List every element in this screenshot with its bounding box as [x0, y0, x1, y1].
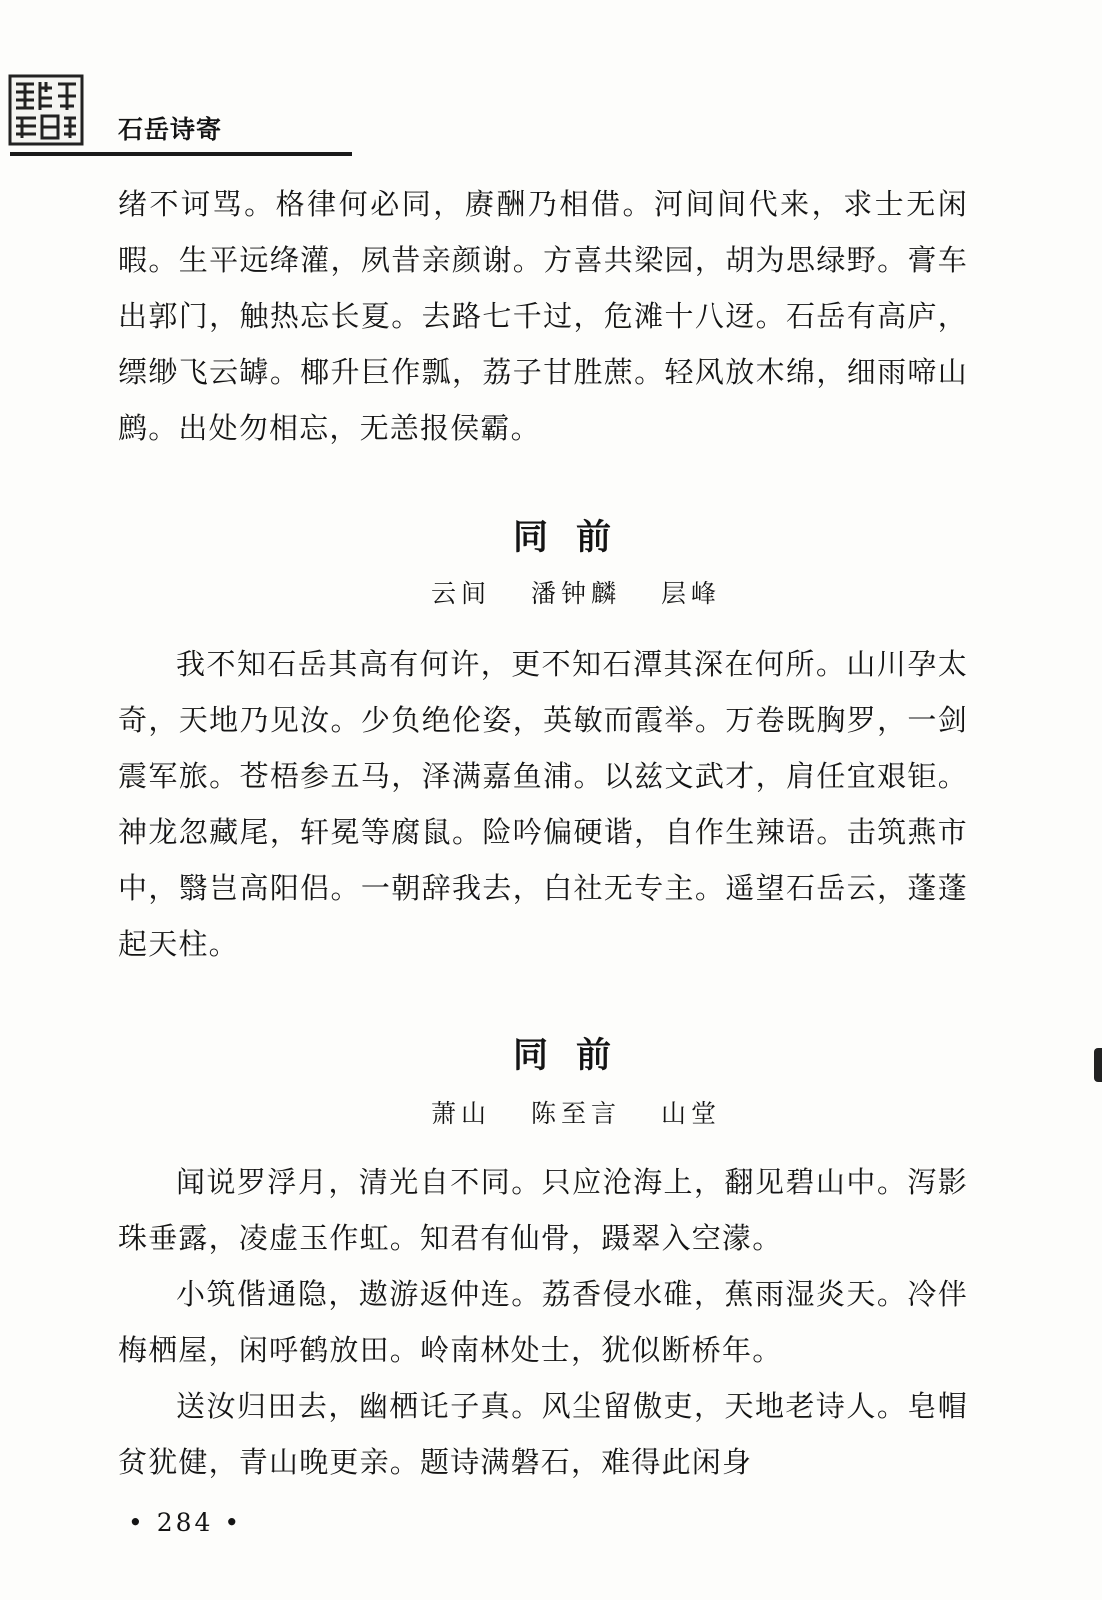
poem-title-1: 同前: [512, 518, 639, 558]
page-number: • 284 •: [128, 1508, 243, 1537]
author-style-name: 山堂: [660, 1099, 721, 1128]
poem-byline-1: [0, 574, 1102, 610]
poem-title-2: 同前: [512, 1036, 639, 1076]
header-rule: [10, 152, 352, 156]
author-style-name: 层峰: [660, 579, 721, 608]
page-edge-mark: [1094, 1048, 1102, 1082]
continued-poem: [118, 176, 968, 456]
poem-1-body: [118, 636, 968, 972]
poem-1-text: 我不知石岳其高有何许，更不知石潭其深在何所。山川孕太奇，天地乃见汝。少负绝伦姿，英敏而霞举。万卷既胸罗，一剑震军旅。苍梧参五马，泽满嘉鱼浦。以兹文武才，肩任宜艰钜。神龙忽藏尾，轩冕等腐鼠。险吟偏硬谐，自作生辣语。击筑燕市中，翳岂高阳侣。一朝辞我去，白社无专主。遥望石岳云，蓬蓬起天柱。: [118, 647, 968, 961]
poem-2-body: [118, 1154, 968, 1490]
author-name: 陈至言: [530, 1099, 621, 1128]
author-name: 潘钟麟: [530, 579, 621, 608]
running-header-title: 石岳诗寄: [118, 115, 223, 144]
continued-poem-text: 绪不诃骂。格律何必同，赓酬乃相借。河间间代来，求士无闲暇。生平远绛灌，夙昔亲颜谢。方喜共梁园，胡为思绿野。膏车出郭门，触热忘长夏。去路七千过，危滩十八迓。石岳有高庐，缥缈飞云罅。椰升巨作瓢，荔子甘胜蔗。轻风放木绵，细雨啼山鹧。出处勿相忘，无恙报侯霸。: [118, 187, 968, 445]
poem-2-stanza-2: 小筑偕通隐，遨游返仲连。荔香侵水碓，蕉雨湿炎天。冷伴梅栖屋，闲呼鹤放田。岭南林处士，犹似断桥年。: [118, 1277, 968, 1367]
poem-2-stanza-1: 闻说罗浮月，清光自不同。只应沧海上，翻见碧山中。泻影珠垂露，凌虚玉作虹。知君有仙骨，蹑翠入空濛。: [118, 1165, 968, 1255]
carved-seal-icon: [8, 74, 84, 146]
author-hometown: 云间: [431, 579, 492, 608]
author-hometown: 萧山: [431, 1099, 492, 1128]
poem-byline-2: [0, 1094, 1102, 1130]
poem-2-stanza-3: 送汝归田去，幽栖讬子真。风尘留傲吏，天地老诗人。皂帽贫犹健，青山晚更亲。题诗满磐石，难得此闲身: [118, 1389, 968, 1479]
